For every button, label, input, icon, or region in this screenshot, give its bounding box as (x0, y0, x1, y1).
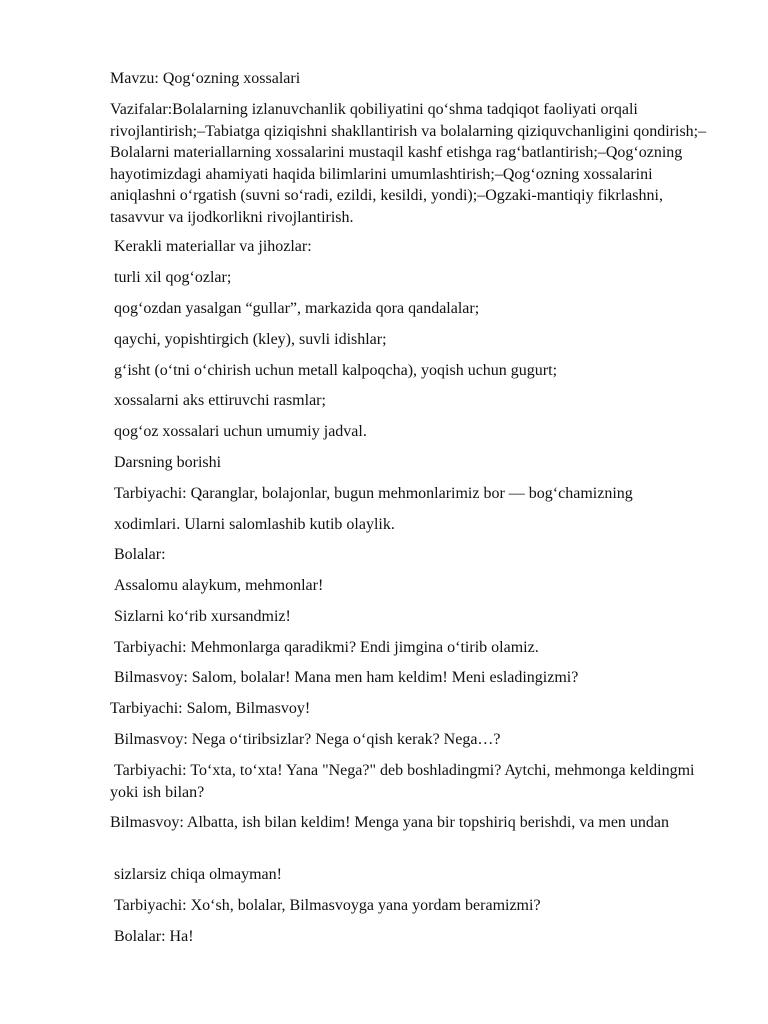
material-item: xossalarni aks ettiruvchi rasmlar; (114, 392, 326, 409)
material-item: qog‘oz xossalari uchun umumiy jadval. (114, 423, 367, 440)
dialogue-line: Bilmasvoy: Albatta, ish bilan keldim! Menga yana bir topshiriq berishdi, va men undan (110, 814, 670, 831)
dialogue-line: xodimlari. Ularni salomlashib kutib olaylik. (114, 516, 395, 533)
material-item: g‘isht (o‘tni o‘chirish uchun metall kalpoqcha), yoqish uchun gugurt; (114, 362, 558, 379)
material-item: qog‘ozdan yasalgan “gullar”, markazida qora qandalalar; (114, 300, 480, 317)
document-title: Mavzu: Qog‘ozning xossalari (110, 70, 301, 87)
dialogue-line: sizlarsiz chiqa olmayman! (114, 866, 282, 883)
tasks-paragraph: Vazifalar:Bolalarning izlanuvchanlik qobiliyatini qo‘shma tadqiqot faoliyati orqali rivojlantirish;–Tabiatga qiziqishni shakllantirish va bolalarning qiziquvchanligini qondirish;–Bolalarni materiallarning xossalarini mustaqil kashf etishga rag‘batlantirish;–Qog‘ozning hayotimizdagi ahamiyati haqida bilimlarini umumlashtirish;–Qog‘ozning xossalarini aniqlashni o‘rgatish (suvni so‘radi, ezildi, kesildi, yondi);–Ogzaki-mantiqiy fikrlashni, tasavvur va ijodkorlikni rivojlantirish. (110, 101, 707, 226)
lesson-heading: Darsning borishi (114, 454, 222, 471)
material-item: turli xil qog‘ozlar; (114, 269, 232, 286)
dialogue-line: Tarbiyachi: Mehmonlarga qaradikmi? Endi jimgina o‘tirib olamiz. (114, 639, 539, 656)
material-item: qaychi, yopishtirgich (kley), suvli idishlar; (114, 331, 387, 348)
dialogue-line: Sizlarni ko‘rib xursandmiz! (114, 608, 291, 625)
dialogue-line: Bolalar: (114, 546, 166, 563)
dialogue-line: Tarbiyachi: Qaranglar, bolajonlar, bugun mehmonlarimiz bor — bog‘chamizning (114, 485, 633, 502)
dialogue-line: Tarbiyachi: To‘xta, to‘xta! Yana "Nega?" deb boshladingmi? Aytchi, mehmonga keldingmi yoki ish bilan? (110, 762, 695, 801)
dialogue-line: Bolalar: Ha! (114, 928, 194, 945)
dialogue-line: Bilmasvoy: Salom, bolalar! Mana men ham keldim! Meni esladingizmi? (114, 669, 579, 686)
dialogue-line: Bilmasvoy: Nega o‘tiribsizlar? Nega o‘qish kerak? Nega…? (114, 731, 501, 748)
materials-heading: Kerakli materiallar va jihozlar: (114, 238, 312, 255)
dialogue-line: Tarbiyachi: Salom, Bilmasvoy! (110, 700, 311, 717)
dialogue-line: Assalomu alaykum, mehmonlar! (114, 577, 324, 594)
dialogue-line: Tarbiyachi: Xo‘sh, bolalar, Bilmasvoyga yana yordam beramizmi? (114, 897, 541, 914)
